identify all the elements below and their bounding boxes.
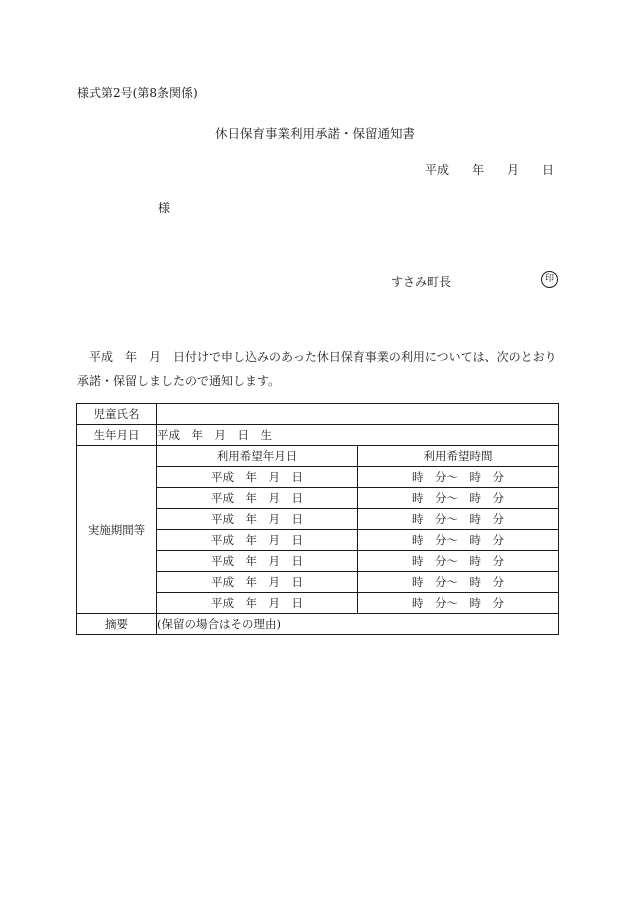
notice-line-1: 平成 年 月 日付けで申し込みのあった休日保育事業の利用については、次のとおり <box>89 350 557 364</box>
request-time-field[interactable]: 時 分～ 時 分 <box>358 509 559 530</box>
issuer-name: すさみ町長 <box>391 275 452 289</box>
remarks-label: 摘要 <box>77 614 157 635</box>
notice-body <box>77 345 557 393</box>
child-name-field[interactable] <box>157 404 559 425</box>
request-time-field[interactable]: 時 分～ 時 分 <box>358 530 559 551</box>
request-date-field[interactable]: 平成 年 月 日 <box>157 509 358 530</box>
request-date-field[interactable]: 平成 年 月 日 <box>157 551 358 572</box>
request-time-field[interactable]: 時 分～ 時 分 <box>358 488 559 509</box>
request-time-field[interactable]: 時 分～ 時 分 <box>358 593 559 614</box>
date-era: 平成 <box>425 163 450 177</box>
date-day: 日 <box>542 163 555 177</box>
birth-row <box>77 425 559 446</box>
request-date-field[interactable]: 平成 年 月 日 <box>157 488 358 509</box>
date-year: 年 <box>472 163 485 177</box>
request-time-field[interactable]: 時 分～ 時 分 <box>358 551 559 572</box>
document-title: 休日保育事業利用承諾・保留通知書 <box>214 126 415 141</box>
period-header-row <box>77 446 559 467</box>
request-time-field[interactable]: 時 分～ 時 分 <box>358 572 559 593</box>
form-id: 様式第2号(第8条関係) <box>77 86 198 100</box>
remarks-row <box>77 614 559 635</box>
date-month: 月 <box>507 163 520 177</box>
issue-date <box>425 161 554 178</box>
request-date-field[interactable]: 平成 年 月 日 <box>157 593 358 614</box>
request-time-field[interactable]: 時 分～ 時 分 <box>358 467 559 488</box>
notice-line-2: 承諾・保留しましたので通知します。 <box>77 374 281 388</box>
remarks-note: (保留の場合はその理由) <box>157 617 281 631</box>
birth-field[interactable]: 平成 年 月 日 生 <box>157 425 559 446</box>
date-column-header: 利用希望年月日 <box>157 446 358 467</box>
time-column-header: 利用希望時間 <box>358 446 559 467</box>
notice-table <box>76 403 559 635</box>
child-name-row <box>77 404 559 425</box>
child-name-label: 児童氏名 <box>77 404 157 425</box>
request-date-field[interactable]: 平成 年 月 日 <box>157 572 358 593</box>
period-label: 実施期間等 <box>77 446 157 614</box>
seal-mark: 印 <box>541 271 558 288</box>
remarks-field[interactable] <box>157 614 559 635</box>
request-date-field[interactable]: 平成 年 月 日 <box>157 467 358 488</box>
birth-label: 生年月日 <box>77 425 157 446</box>
addressee-suffix: 様 <box>158 201 171 215</box>
request-date-field[interactable]: 平成 年 月 日 <box>157 530 358 551</box>
